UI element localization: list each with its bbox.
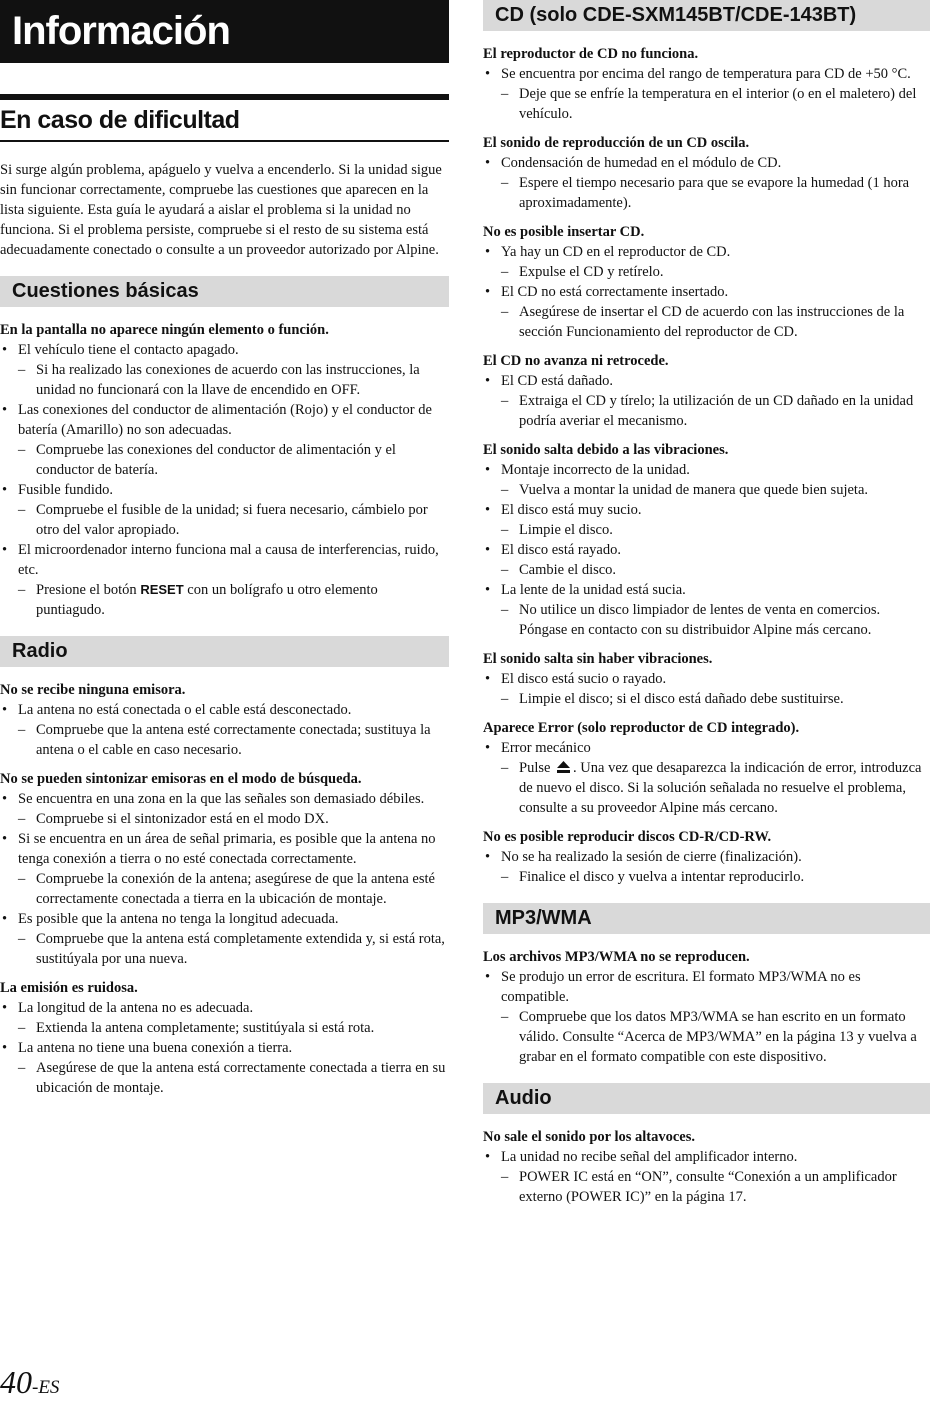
cause-item: • No se ha realizado la sesión de cierre (finalización). – Finalice el disco y vuelva a intentar reproducirlo. xyxy=(483,847,930,887)
heading-audio: Audio xyxy=(483,1083,930,1114)
remedy-item: – No utilice un disco limpiador de lentes de venta en comercios. Póngase en contacto con su distribuidor Alpine más cercano. xyxy=(501,600,930,640)
cause-item: • Ya hay un CD en el reproductor de CD. – Expulse el CD y retírelo. xyxy=(483,242,930,282)
cause-item: • Condensación de humedad en el módulo de CD. – Espere el tiempo necesario para que se evapore la humedad (1 hora aproximadamente). xyxy=(483,153,930,213)
remedy-item: – Asegúrese de insertar el CD de acuerdo con las instrucciones de la sección Funcionamiento del reproductor de CD. xyxy=(501,302,930,342)
issue-group xyxy=(0,680,449,760)
issue-group xyxy=(483,827,930,887)
cause-item: • Las conexiones del conductor de alimentación (Rojo) y el conductor de batería (Amarillo) no son adecuadas. – Compruebe las conexiones del conductor de alimentación y el conductor de batería. xyxy=(0,400,449,480)
cause-item: • Se encuentra en una zona en la que las señales son demasiado débiles. – Compruebe si el sintonizador está en el modo DX. xyxy=(0,789,449,829)
cause-item: • La unidad no recibe señal del amplificador interno. – POWER IC está en “ON”, consulte “Conexión a un amplificador externo (POWER IC)” en la página 17. xyxy=(483,1147,930,1207)
issue-group xyxy=(483,947,930,1067)
cause-item: • El vehículo tiene el contacto apagado. – Si ha realizado las conexiones de acuerdo con las instrucciones, la unidad no funcionará con la llave de encendido en OFF. xyxy=(0,340,449,400)
issue-title: Aparece Error (solo reproductor de CD integrado). xyxy=(483,720,800,736)
issue-title: No es posible insertar CD. xyxy=(483,224,645,240)
remedy-item: – Pulse . Una vez que desaparezca la indicación de error, introduzca de nuevo el disco. Si la solución señalada no resuelve el problema, consulte a su proveedor Alpine más cercano. xyxy=(501,758,930,818)
cause-item: • El microordenador interno funciona mal a causa de interferencias, ruido, etc. – Presione el botón RESET con un bolígrafo u otro elemento puntiagudo. xyxy=(0,540,449,620)
remedy-item: – Asegúrese de que la antena está correctamente conectada a tierra en su ubicación de montaje. xyxy=(18,1058,449,1098)
remedy-item: – Compruebe la conexión de la antena; asegúrese de que la antena esté correctamente conectada a tierra en la ubicación de montaje. xyxy=(18,869,449,909)
remedy-item: – Compruebe el fusible de la unidad; si fuera necesario, cámbielo por otro del valor apropiado. xyxy=(18,500,449,540)
issue-title: No es posible reproducir discos CD-R/CD-RW. xyxy=(483,829,772,845)
cause-item: • La lente de la unidad está sucia. – No utilice un disco limpiador de lentes de venta en comercios. Póngase en contacto con su distribuidor Alpine más cercano. xyxy=(483,580,930,640)
cause-item: • Es posible que la antena no tenga la longitud adecuada. – Compruebe que la antena está completamente extendida y, si está rota, sustitúyala por una nueva. xyxy=(0,909,449,969)
remedy-item: – Compruebe las conexiones del conductor de alimentación y el conductor de batería. xyxy=(18,440,449,480)
cause-item: • La longitud de la antena no es adecuada. – Extienda la antena completamente; sustitúyala si está rota. xyxy=(0,998,449,1038)
issue-group xyxy=(483,1127,930,1207)
cause-item: • El disco está sucio o rayado. – Limpie el disco; si el disco está dañado debe sustituirse. xyxy=(483,669,930,709)
remedy-item: – Vuelva a montar la unidad de manera que quede bien sujeta. xyxy=(501,480,930,500)
heading-cd: CD (solo CDE-SXM145BT/CDE-143BT) xyxy=(483,0,930,31)
issue-title: Los archivos MP3/WMA no se reproducen. xyxy=(483,949,750,965)
issue-title: No sale el sonido por los altavoces. xyxy=(483,1129,695,1145)
issue-group xyxy=(483,440,930,640)
issue-title: El reproductor de CD no funciona. xyxy=(483,46,699,62)
issue-group xyxy=(483,222,930,342)
cause-item: • La antena no está conectada o el cable está desconectado. – Compruebe que la antena esté correctamente conectada; sustituya la antena o el cable en caso necesario. xyxy=(0,700,449,760)
remedy-item: – Compruebe que la antena esté correctamente conectada; sustituya la antena o el cable en caso necesario. xyxy=(18,720,449,760)
issue-group xyxy=(0,320,449,620)
remedy-item: – Limpie el disco. xyxy=(501,520,930,540)
issue-title: El sonido salta sin haber vibraciones. xyxy=(483,651,713,667)
section-title: En caso de dificultad xyxy=(0,94,449,142)
heading-mp3-wma: MP3/WMA xyxy=(483,903,930,934)
remedy-item: – Compruebe que los datos MP3/WMA se han escrito en un formato válido. Consulte “Acerca de MP3/WMA” en la página 13 y vuelva a grabar en el formato compatible con este dispositivo. xyxy=(501,1007,930,1067)
remedy-item: – Compruebe que la antena está completamente extendida y, si está rota, sustitúyala por una nueva. xyxy=(18,929,449,969)
issue-title: El sonido de reproducción de un CD oscila. xyxy=(483,135,750,151)
cause-item: • Montaje incorrecto de la unidad. – Vuelva a montar la unidad de manera que quede bien sujeta. xyxy=(483,460,930,500)
issue-group xyxy=(483,351,930,431)
page-title: Información xyxy=(0,0,449,63)
remedy-item: – Deje que se enfríe la temperatura en el interior (o en el maletero) del vehículo. xyxy=(501,84,930,124)
cause-item: • El disco está rayado. – Cambie el disco. xyxy=(483,540,930,580)
cause-item: • El CD está dañado. – Extraiga el CD y tírelo; la utilización de un CD dañado en la unidad podría averiar el mecanismo. xyxy=(483,371,930,431)
issue-title: La emisión es ruidosa. xyxy=(0,980,138,996)
issue-group xyxy=(483,649,930,709)
issue-title: En la pantalla no aparece ningún elemento o función. xyxy=(0,322,329,338)
page-number: 40-ES xyxy=(0,1364,60,1400)
cause-item: • Se encuentra por encima del rango de temperatura para CD de +50 °C. – Deje que se enfríe la temperatura en el interior (o en el maletero) del vehículo. xyxy=(483,64,930,124)
cause-item: • Si se encuentra en un área de señal primaria, es posible que la antena no tenga conexión a tierra o no esté conectada correctamente. – Compruebe la conexión de la antena; asegúrese de que la antena esté correctamente conectada a tierra en la ubicación de montaje. xyxy=(0,829,449,909)
heading-basics: Cuestiones básicas xyxy=(0,276,449,307)
remedy-item: – Cambie el disco. xyxy=(501,560,930,580)
remedy-item: – Compruebe si el sintonizador está en el modo DX. xyxy=(18,809,449,829)
eject-icon xyxy=(556,760,571,774)
remedy-item: – Si ha realizado las conexiones de acuerdo con las instrucciones, la unidad no funcionará con la llave de encendido en OFF. xyxy=(18,360,449,400)
issue-title: El CD no avanza ni retrocede. xyxy=(483,353,669,369)
remedy-item: – Limpie el disco; si el disco está dañado debe sustituirse. xyxy=(501,689,930,709)
remedy-item: – Presione el botón RESET con un bolígrafo u otro elemento puntiagudo. xyxy=(18,580,449,620)
issue-group xyxy=(0,978,449,1098)
intro-paragraph: Si surge algún problema, apáguelo y vuelva a encenderlo. Si la unidad sigue sin funcionar correctamente, compruebe las cuestiones que aparecen en la lista siguiente. Esta guía le ayudará a aislar el problema si la unidad no funciona. Si el problema persiste, compruebe si el resto de su sistema está adecuadamente conectado o consulte a un proveedor autorizado por Alpine. xyxy=(0,162,442,258)
remedy-item: – Finalice el disco y vuelva a intentar reproducirlo. xyxy=(501,867,930,887)
cause-item: • Se produjo un error de escritura. El formato MP3/WMA no es compatible. – Compruebe que los datos MP3/WMA se han escrito en un formato válido. Consulte “Acerca de MP3/WMA” en la página 13 y vuelva a grabar en el formato compatible con este dispositivo. xyxy=(483,967,930,1067)
page-suffix: -ES xyxy=(32,1377,60,1398)
issue-title: El sonido salta debido a las vibraciones. xyxy=(483,442,729,458)
issue-title: No se pueden sintonizar emisoras en el modo de búsqueda. xyxy=(0,771,362,787)
cause-item: • Error mecánico – Pulse . Una vez que desaparezca la indicación de error, introduzca de nuevo el disco. Si la solución señalada no resuelve el problema, consulte a su proveedor Alpine más cercano. xyxy=(483,738,930,818)
remedy-item: – Extraiga el CD y tírelo; la utilización de un CD dañado en la unidad podría averiar el mecanismo. xyxy=(501,391,930,431)
cause-item: • La antena no tiene una buena conexión a tierra. – Asegúrese de que la antena está correctamente conectada a tierra en su ubicación de montaje. xyxy=(0,1038,449,1098)
issue-group xyxy=(0,769,449,969)
remedy-item: – Espere el tiempo necesario para que se evapore la humedad (1 hora aproximadamente). xyxy=(501,173,930,213)
remedy-item: – Expulse el CD y retírelo. xyxy=(501,262,930,282)
left-column xyxy=(0,0,449,1107)
cause-item: • Fusible fundido. – Compruebe el fusible de la unidad; si fuera necesario, cámbielo por otro del valor apropiado. xyxy=(0,480,449,540)
issue-group xyxy=(483,44,930,124)
cause-item: • El disco está muy sucio. – Limpie el disco. xyxy=(483,500,930,540)
remedy-item: – Extienda la antena completamente; sustitúyala si está rota. xyxy=(18,1018,449,1038)
right-column xyxy=(483,0,930,1216)
cause-item: • El CD no está correctamente insertado. – Asegúrese de insertar el CD de acuerdo con las instrucciones de la sección Funcionamiento del reproductor de CD. xyxy=(483,282,930,342)
heading-radio: Radio xyxy=(0,636,449,667)
issue-title: No se recibe ninguna emisora. xyxy=(0,682,186,698)
issue-group xyxy=(483,718,930,818)
issue-group xyxy=(483,133,930,213)
remedy-item: – POWER IC está en “ON”, consulte “Conexión a un amplificador externo (POWER IC)” en la página 17. xyxy=(501,1167,930,1207)
reset-key-label: RESET xyxy=(140,582,184,597)
